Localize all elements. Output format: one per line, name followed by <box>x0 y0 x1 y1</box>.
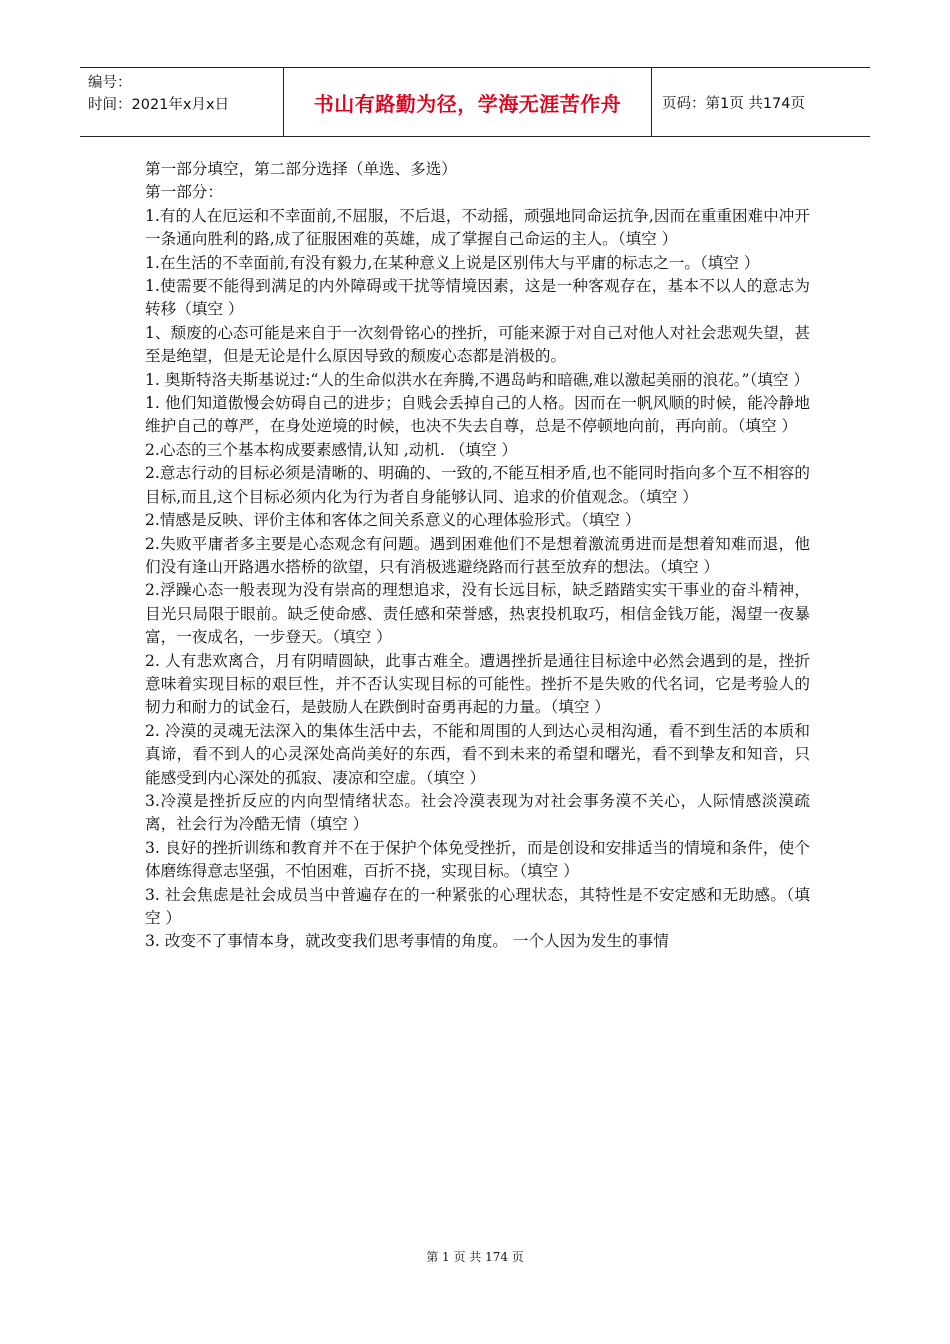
paragraph: 1.使需要不能得到满足的内外障碍或干扰等情境因素，这是一种客观存在，基本不以人的意志为转移（填空 ） <box>145 277 810 319</box>
page-header <box>80 67 870 137</box>
paragraph: 1.有的人在厄运和不幸面前,不屈服，不后退，不动摇，顽强地同命运抗争,因而在重重困难中冲开一条通向胜利的路,成了征服困难的英雄，成了掌握自己命运的主人。（填空 ） <box>145 206 810 249</box>
paragraph: 2.情感是反映、评价主体和客体之间关系意义的心理体验形式。（填空 ） <box>145 511 641 530</box>
paragraph: 3. 社会焦虑是社会成员当中普遍存在的一种紧张的心理状态，其特性是不安定感和无助感。（填空 ） <box>145 885 810 927</box>
document-date-label: 时间：2021年x月x日 <box>88 97 230 113</box>
paragraph: 2.意志行动的目标必须是清晰的、明确的、一致的,不能互相矛盾,也不能同时指向多个互不相容的目标,而且,这个目标必须内化为行为者自身能够认同、追求的价值观念。（填空 ） <box>145 464 810 506</box>
paragraph: 2. 冷漠的灵魂无法深入的集体生活中去，不能和周围的人到达心灵相沟通，看不到生活的本质和真谛，看不到人的心灵深处高尚美好的东西，看不到未来的希望和曙光，看不到挚友和知音，只能感受到内心深处的孤寂、凄凉和空虚。（填空 ） <box>145 721 810 787</box>
paragraph: 2.心态的三个基本构成要素感情,认知 ,动机. （填空 ） <box>145 440 518 459</box>
paragraph: 第一部分： <box>145 183 223 202</box>
paragraph: 2.浮躁心态一般表现为没有崇高的理想追求，没有长远目标，缺乏踏踏实实干事业的奋斗精神，目光只局限于眼前。缺乏使命感、责任感和荣誉感，热衷投机取巧，相信金钱万能，渴望一夜暴富，一夜成名，一步登天。（填空 ） <box>145 581 810 647</box>
paragraph: 1、颓废的心态可能是来自于一次刻骨铭心的挫折，可能来源于对自己对他人对社会悲观失望，甚至是绝望，但是无论是什么原因导致的颓废心态都是消极的。 <box>145 323 810 366</box>
header-page-label: 页码：第1页 共174页 <box>662 95 806 112</box>
paragraph: 2. 人有悲欢离合，月有阴晴圆缺，此事古难全。遭遇挫折是通往目标途中必然会遇到的是，挫折意味着实现目标的艰巨性，并不否认实现目标的可能性。挫折不是失败的代名词，它是考验人的韧力和耐力的试金石，是鼓励人在跌倒时奋勇再起的力量。（填空 ） <box>145 651 810 717</box>
paragraph: 3.冷漠是挫折反应的内向型情绪状态。社会冷漠表现为对社会事务漠不关心，人际情感淡漠疏离，社会行为冷酷无情（填空 ） <box>145 791 810 834</box>
header-motto: 书山有路勤为径，学海无涯苦作舟 <box>313 91 622 116</box>
document-number-label: 编号： <box>88 75 132 91</box>
header-info-cell <box>80 68 284 136</box>
paragraph: 第一部分填空，第二部分选择（单选、多选） <box>145 160 457 178</box>
paragraph: 1.在生活的不幸面前,有没有毅力,在某种意义上说是区别伟大与平庸的标志之一。（填空 ） <box>145 253 760 272</box>
paragraph: 3. 良好的挫折训练和教育并不在于保护个体免受挫折，而是创设和安排适当的情境和条件，使个体磨练得意志坚强，不怕困难，百折不挠，实现目标。（填空 ） <box>145 838 810 881</box>
paragraph: 1. 他们知道傲慢会妨碍自己的进步；自贱会丢掉自己的人格。因而在一帆风顺的时候，能冷静地维护自己的尊严，在身处逆境的时候，也决不失去自尊，总是不停顿地向前，再向前。（填空 ） <box>145 394 810 436</box>
page-footer: 第 1 页 共 174 页 <box>426 1250 524 1264</box>
header-page-cell <box>652 68 870 136</box>
paragraph: 3. 改变不了事情本身，就改变我们思考事情的角度。 一个人因为发生的事情 <box>145 932 669 951</box>
document-body <box>145 158 810 954</box>
paragraph: 1. 奥斯特洛夫斯基说过:“人的生命似洪水在奔腾,不遇岛屿和暗礁,难以激起美丽的浪花。”（填空 ） <box>145 370 810 389</box>
header-motto-cell <box>284 68 652 136</box>
paragraph: 2.失败平庸者多主要是心态观念有问题。遇到困难他们不是想着激流勇进而是想着知难而退，他们没有逢山开路遇水搭桥的欲望，只有消极逃避绕路而行甚至放弃的想法。（填空 ） <box>145 534 810 576</box>
